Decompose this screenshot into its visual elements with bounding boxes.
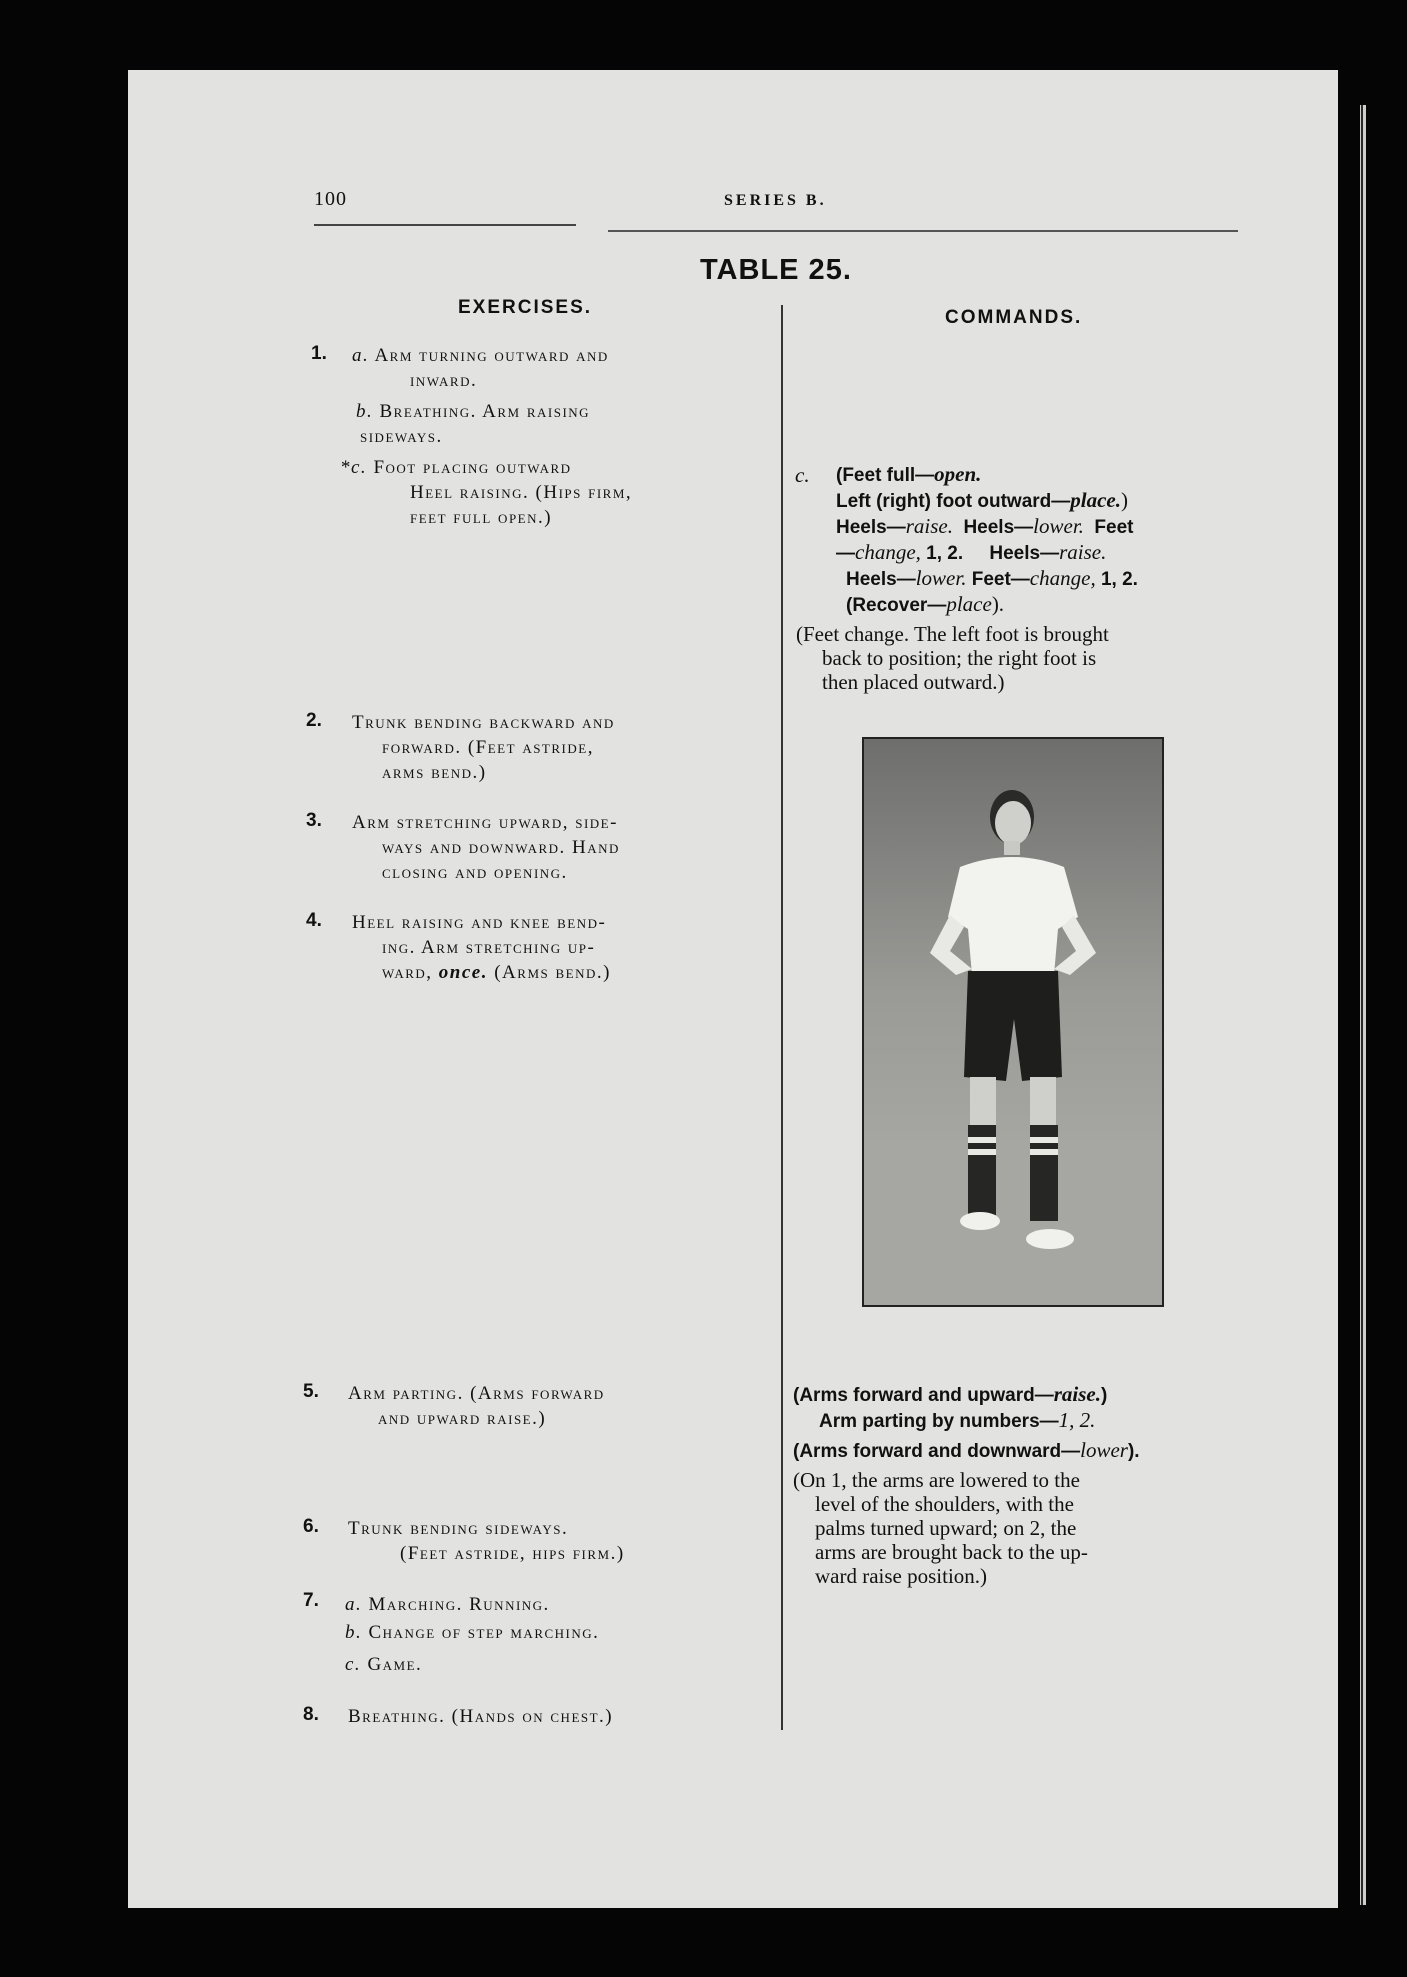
command-italic: raise.: [1053, 1382, 1101, 1406]
exercise-number: 6.: [303, 1516, 319, 1537]
exercise-line: Trunk bending backward and: [352, 712, 615, 733]
exercise-number: 4.: [306, 910, 322, 931]
sub-mark: *c.: [340, 457, 368, 478]
command-line: [846, 566, 1138, 592]
exercise-line: Arm turning outward and: [374, 345, 609, 366]
exercise-7b: [345, 1621, 599, 1645]
command-bold: Heels—: [989, 543, 1060, 564]
exercise-1a: [352, 344, 762, 368]
command-italic: change,: [1029, 566, 1096, 590]
exercise-4-line-3: [382, 961, 611, 985]
command-note-line: ward raise position.): [815, 1564, 988, 1588]
exercise-1c: [340, 456, 760, 480]
exercise-line: (Feet astride, hips firm.): [400, 1543, 625, 1564]
exercise-1b: [356, 400, 766, 424]
exercise-7a: [345, 1593, 550, 1617]
command-bold: Arm parting by numbers—: [819, 1411, 1059, 1432]
command-italic: lower: [1080, 1438, 1128, 1462]
sub-mark: c.: [345, 1654, 362, 1675]
command-note-line: then placed outward.): [822, 670, 1005, 694]
photograph: [862, 737, 1164, 1307]
command-line: [793, 1438, 1140, 1464]
sub-mark: b.: [345, 1622, 363, 1643]
gutter-line: [1361, 105, 1363, 1905]
command-bold: (Recover—: [846, 595, 947, 616]
exercise-number: 7.: [303, 1590, 319, 1611]
command-bold: Feet—: [971, 569, 1030, 590]
exercise-line: Breathing. Arm raising: [379, 401, 591, 422]
exercise-line: ing. Arm stretching up-: [382, 937, 596, 958]
exercise-line: arms bend.): [382, 762, 487, 783]
photograph-figure: [864, 739, 1162, 1305]
exercise-line: Arm stretching upward, side-: [352, 812, 618, 833]
header-rule-left: [314, 224, 576, 226]
command-italic: lower.: [1033, 514, 1084, 538]
exercise-line: inward.: [410, 370, 478, 391]
column-divider: [781, 305, 783, 1730]
command-bold: (Arms forward and downward—: [793, 1441, 1081, 1462]
exercise-line: Arm parting. (Arms forward: [348, 1383, 605, 1404]
exercise-number: 8.: [303, 1704, 319, 1725]
exercise-line: forward. (Feet astride,: [382, 737, 594, 758]
sub-mark: a.: [345, 1594, 363, 1615]
exercise-number: 3.: [306, 810, 322, 831]
exercise-line: sideways.: [360, 426, 443, 447]
command-italic: 1, 2.: [1058, 1408, 1096, 1432]
exercise-number: 2.: [306, 710, 322, 731]
command-italic: raise.: [905, 514, 953, 538]
exercise-line: (Arms bend.): [494, 962, 611, 983]
table-title: TABLE 25.: [700, 254, 852, 286]
commands-heading: COMMANDS.: [945, 307, 1083, 328]
command-bold: 1, 2.: [926, 543, 964, 564]
command-text: ): [1121, 488, 1129, 512]
command-bold: Feet: [1094, 517, 1134, 538]
command-bold: Heels—: [836, 517, 906, 538]
exercise-line: closing and opening.: [382, 862, 568, 883]
command-line: [836, 514, 1246, 540]
command-italic: change,: [855, 540, 921, 564]
command-bold: Left (right) foot outward—: [836, 491, 1071, 512]
command-line: [836, 488, 1128, 514]
command-note-line: arms are brought back to the up-: [815, 1540, 1088, 1564]
command-bold: Heels—: [846, 569, 916, 590]
exercise-line: Heel raising. (Hips firm,: [410, 482, 633, 503]
command-mark: c.: [795, 463, 810, 487]
command-line: [836, 462, 981, 488]
command-line: [836, 540, 1246, 566]
command-note-line: back to position; the right foot is: [822, 646, 1097, 670]
exercise-line: Marching. Running.: [368, 1594, 550, 1615]
sub-mark: a.: [352, 345, 370, 366]
command-bold: ).: [1127, 1441, 1140, 1462]
running-head: SERIES B.: [724, 192, 827, 209]
command-italic: lower.: [915, 566, 967, 590]
exercises-heading: EXERCISES.: [458, 297, 593, 318]
command-italic: place.: [1070, 488, 1122, 512]
command-bold: (Arms forward and upward—: [793, 1385, 1054, 1406]
exercise-line: Change of step marching.: [368, 1622, 600, 1643]
exercise-line: Trunk bending sideways.: [348, 1518, 569, 1539]
command-italic: place: [946, 592, 992, 616]
exercise-number: 5.: [303, 1381, 319, 1402]
command-bold: (Feet full—: [836, 465, 935, 486]
command-note-line: (Feet change. The left foot is brought: [796, 622, 1109, 646]
command-line: [819, 1408, 1095, 1434]
command-bold: Heels—: [963, 517, 1034, 538]
header-rule-right: [608, 230, 1238, 232]
command-bold: ): [1101, 1385, 1108, 1406]
command-italic: raise.: [1059, 540, 1107, 564]
command-line: [793, 1382, 1107, 1408]
command-text: ).: [991, 592, 1005, 616]
command-bold: 1, 2.: [1100, 569, 1138, 590]
exercise-line: Heel raising and knee bend-: [352, 912, 607, 933]
exercise-number: 1.: [311, 343, 327, 364]
command-bold: —: [836, 543, 855, 564]
sub-mark: b.: [356, 401, 374, 422]
command-note-line: (On 1, the arms are lowered to the: [793, 1468, 1080, 1492]
exercise-line-italic: once.: [438, 962, 488, 983]
exercise-line: Breathing. (Hands on chest.): [348, 1706, 614, 1727]
exercise-line: Game.: [367, 1654, 423, 1675]
page-number: 100: [314, 188, 347, 210]
command-italic: open.: [934, 462, 982, 486]
command-line: [846, 592, 1004, 618]
exercise-7c: [345, 1653, 422, 1677]
exercise-line: ward,: [382, 962, 433, 983]
exercise-line: ways and downward. Hand: [382, 837, 620, 858]
exercise-line: Foot placing outward: [373, 457, 572, 478]
command-note-line: palms turned upward; on 2, the: [815, 1516, 1077, 1540]
exercise-line: and upward raise.): [378, 1408, 547, 1429]
exercise-line: feet full open.): [410, 507, 553, 528]
command-note-line: level of the shoulders, with the: [815, 1492, 1074, 1516]
